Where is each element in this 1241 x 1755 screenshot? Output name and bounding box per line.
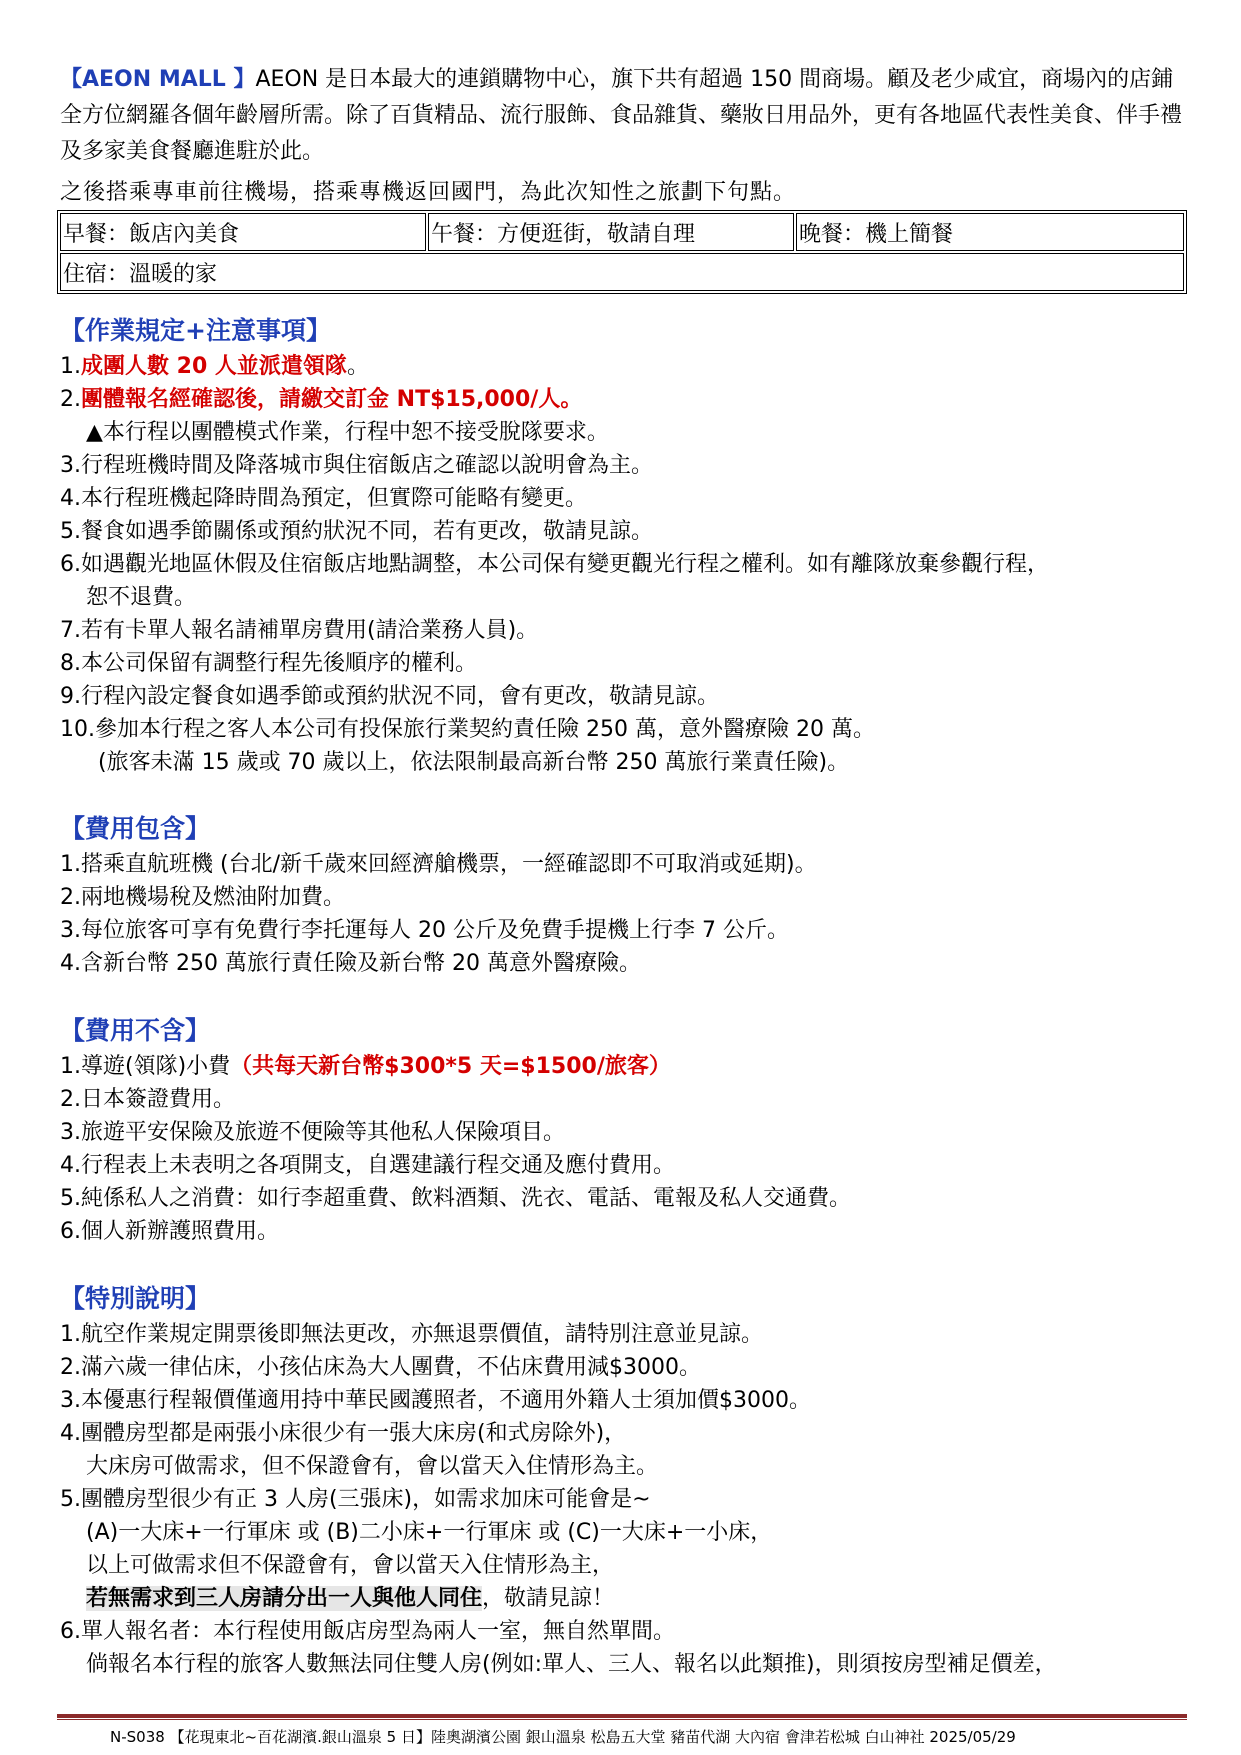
rule-note: ▲本行程以團體模式作業，行程中恕不接受脫隊要求。 [86, 420, 609, 445]
rule-item-1-end: 。 [346, 354, 369, 379]
excluded-item: 5.純係私人之消費：如行李超重費、飲料酒類、洗衣、電話、電報及私人交通費。 [60, 1186, 851, 1211]
meal-table [57, 210, 1187, 294]
included-item: 1.搭乘直航班機 (台北/新千歲來回經濟艙機票，一經確認即不可取消或延期)。 [60, 852, 817, 877]
rule-item-4: 4.本行程班機起降時間為預定，但實際可能略有變更。 [60, 486, 587, 511]
breakfast-cell: 早餐：飯店內美食 [60, 213, 426, 251]
rule-item-7: 7.若有卡單人報名請補單房費用(請洽業務人員)。 [60, 618, 539, 643]
special-item-4: 4.團體房型都是兩張小床很少有一張大床房(和式房除外)， [60, 1421, 627, 1446]
hotel-cell: 住宿：溫暖的家 [60, 253, 1184, 291]
rule-item-10-cont: (旅客未滿 15 歲或 70 歲以上，依法限制最高新台幣 250 萬旅行業責任險)。 [98, 750, 850, 775]
included-title: 【費用包含】 [60, 814, 211, 843]
special-section [60, 1280, 1200, 1681]
excluded-title: 【費用不含】 [60, 1016, 211, 1045]
included-item: 2.兩地機場稅及燃油附加費。 [60, 885, 345, 910]
excluded-item-1 [60, 1050, 1200, 1083]
rule-item-2 [60, 383, 1200, 416]
rules-title: 【作業規定+注意事項】 [60, 316, 331, 345]
footer-text: N-S038 【花現東北~百花湖濱.銀山溫泉 5 日】陸奧湖濱公園 銀山溫泉 松島五大堂 豬苗代湖 大內宿 會津若松城 白山神社 2025/05/29 [110, 1728, 1016, 1746]
aeon-mall-paragraph [60, 62, 1190, 170]
special-item-6-cont: 倘報名本行程的旅客人數無法同住雙人房(例如:單人、三人、報名以此類推)，則須按房型補足價差， [86, 1652, 1057, 1677]
excluded-item: 2.日本簽證費用。 [60, 1087, 235, 1112]
aeon-mall-heading: 【AEON MALL 】 [60, 67, 256, 92]
excluded-section [60, 1012, 1200, 1248]
rule-item-2-text: 團體報名經確認後，請繳交訂金 NT$15,000/人。 [81, 387, 583, 412]
excluded-item-1-text: 1.導遊(領隊)小費 [60, 1054, 231, 1079]
included-item: 4.含新台幣 250 萬旅行責任險及新台幣 20 萬意外醫療險。 [60, 951, 641, 976]
excluded-item: 3.旅遊平安保險及旅遊不便險等其他私人保險項目。 [60, 1120, 565, 1145]
special-item-3: 3.本優惠行程報價僅適用持中華民國護照者，不適用外籍人士須加價$3000。 [60, 1388, 811, 1413]
rules-section [60, 312, 1200, 779]
special-item-5-note [60, 1582, 1200, 1615]
rule-item-3: 3.行程班機時間及降落城市與住宿飯店之確認以說明會為主。 [60, 453, 653, 478]
rule-item-6: 6.如遇觀光地區休假及住宿飯店地點調整，本公司保有變更觀光行程之權利。如有離隊放棄參觀行程， [60, 552, 1049, 577]
rule-item-5: 5.餐食如遇季節關係或預約狀況不同，若有更改，敬請見諒。 [60, 519, 653, 544]
tip-amount: （共每天新台幣$300*5 天=$1500/旅客） [230, 1054, 671, 1079]
excluded-item: 6.個人新辦護照費用。 [60, 1219, 279, 1244]
special-item-5-options: (A)一大床+一行軍床 或 (B)二小床+一行軍床 或 (C)一大床+一小床， [86, 1520, 773, 1545]
special-item-1: 1.航空作業規定開票後即無法更改，亦無退票價值，請特別注意並見諒。 [60, 1322, 763, 1347]
special-title: 【特別說明】 [60, 1284, 211, 1313]
special-item-4-cont: 大床房可做需求，但不保證會有，會以當天入住情形為主。 [86, 1454, 659, 1479]
footer-divider [57, 1714, 1187, 1718]
rule-item-1 [60, 350, 1200, 383]
footer-divider-thin [57, 1719, 1187, 1720]
departure-paragraph: 之後搭乘專車前往機場，搭乘專機返回國門，為此次知性之旅劃下句點。 [60, 180, 797, 205]
special-item-5-note-end: ，敬請見諒！ [482, 1586, 615, 1611]
rule-item-1-text: 成團人數 20 人並派遣領隊 [81, 354, 347, 379]
excluded-item: 4.行程表上未表明之各項開支，自選建議行程交通及應付費用。 [60, 1153, 675, 1178]
included-item: 3.每位旅客可享有免費行李托運每人 20 公斤及免費手提機上行李 7 公斤。 [60, 918, 789, 943]
special-item-5-cont: 以上可做需求但不保證會有，會以當天入住情形為主， [86, 1553, 615, 1578]
special-item-2: 2.滿六歲一律佔床，小孩佔床為大人團費，不佔床費用減$3000。 [60, 1355, 701, 1380]
aeon-mall-text: AEON 是日本最大的連鎖購物中心，旗下共有超過 150 間商場。顧及老少咸宜，商場內的店鋪全方位網羅各個年齡層所需。除了百貨精品、流行服飾、食品雜貨、藥妝日用品外，更有各地區代表性美食、伴手禮及多家美食餐廳進駐於此。 [60, 67, 1183, 164]
rule-item-6-cont: 恕不退費。 [86, 585, 197, 610]
highlighted-note: 若無需求到三人房請分出一人與他人同住 [86, 1586, 483, 1611]
rule-number: 2. [60, 387, 81, 412]
rule-item-9: 9.行程內設定餐食如遇季節或預約狀況不同，會有更改，敬請見諒。 [60, 684, 719, 709]
dinner-cell: 晚餐：機上簡餐 [796, 213, 1184, 251]
rule-item-10: 10.參加本行程之客人本公司有投保旅行業契約責任險 250 萬，意外醫療險 20 萬。 [60, 717, 875, 742]
lunch-cell: 午餐：方便逛街，敬請自理 [428, 213, 794, 251]
special-item-5: 5.團體房型很少有正 3 人房(三張床)，如需求加床可能會是~ [60, 1487, 651, 1512]
rule-item-8: 8.本公司保留有調整行程先後順序的權利。 [60, 651, 477, 676]
special-item-6: 6.單人報名者：本行程使用飯店房型為兩人一室，無自然單間。 [60, 1619, 675, 1644]
included-section [60, 810, 1200, 980]
rule-number: 1. [60, 354, 81, 379]
